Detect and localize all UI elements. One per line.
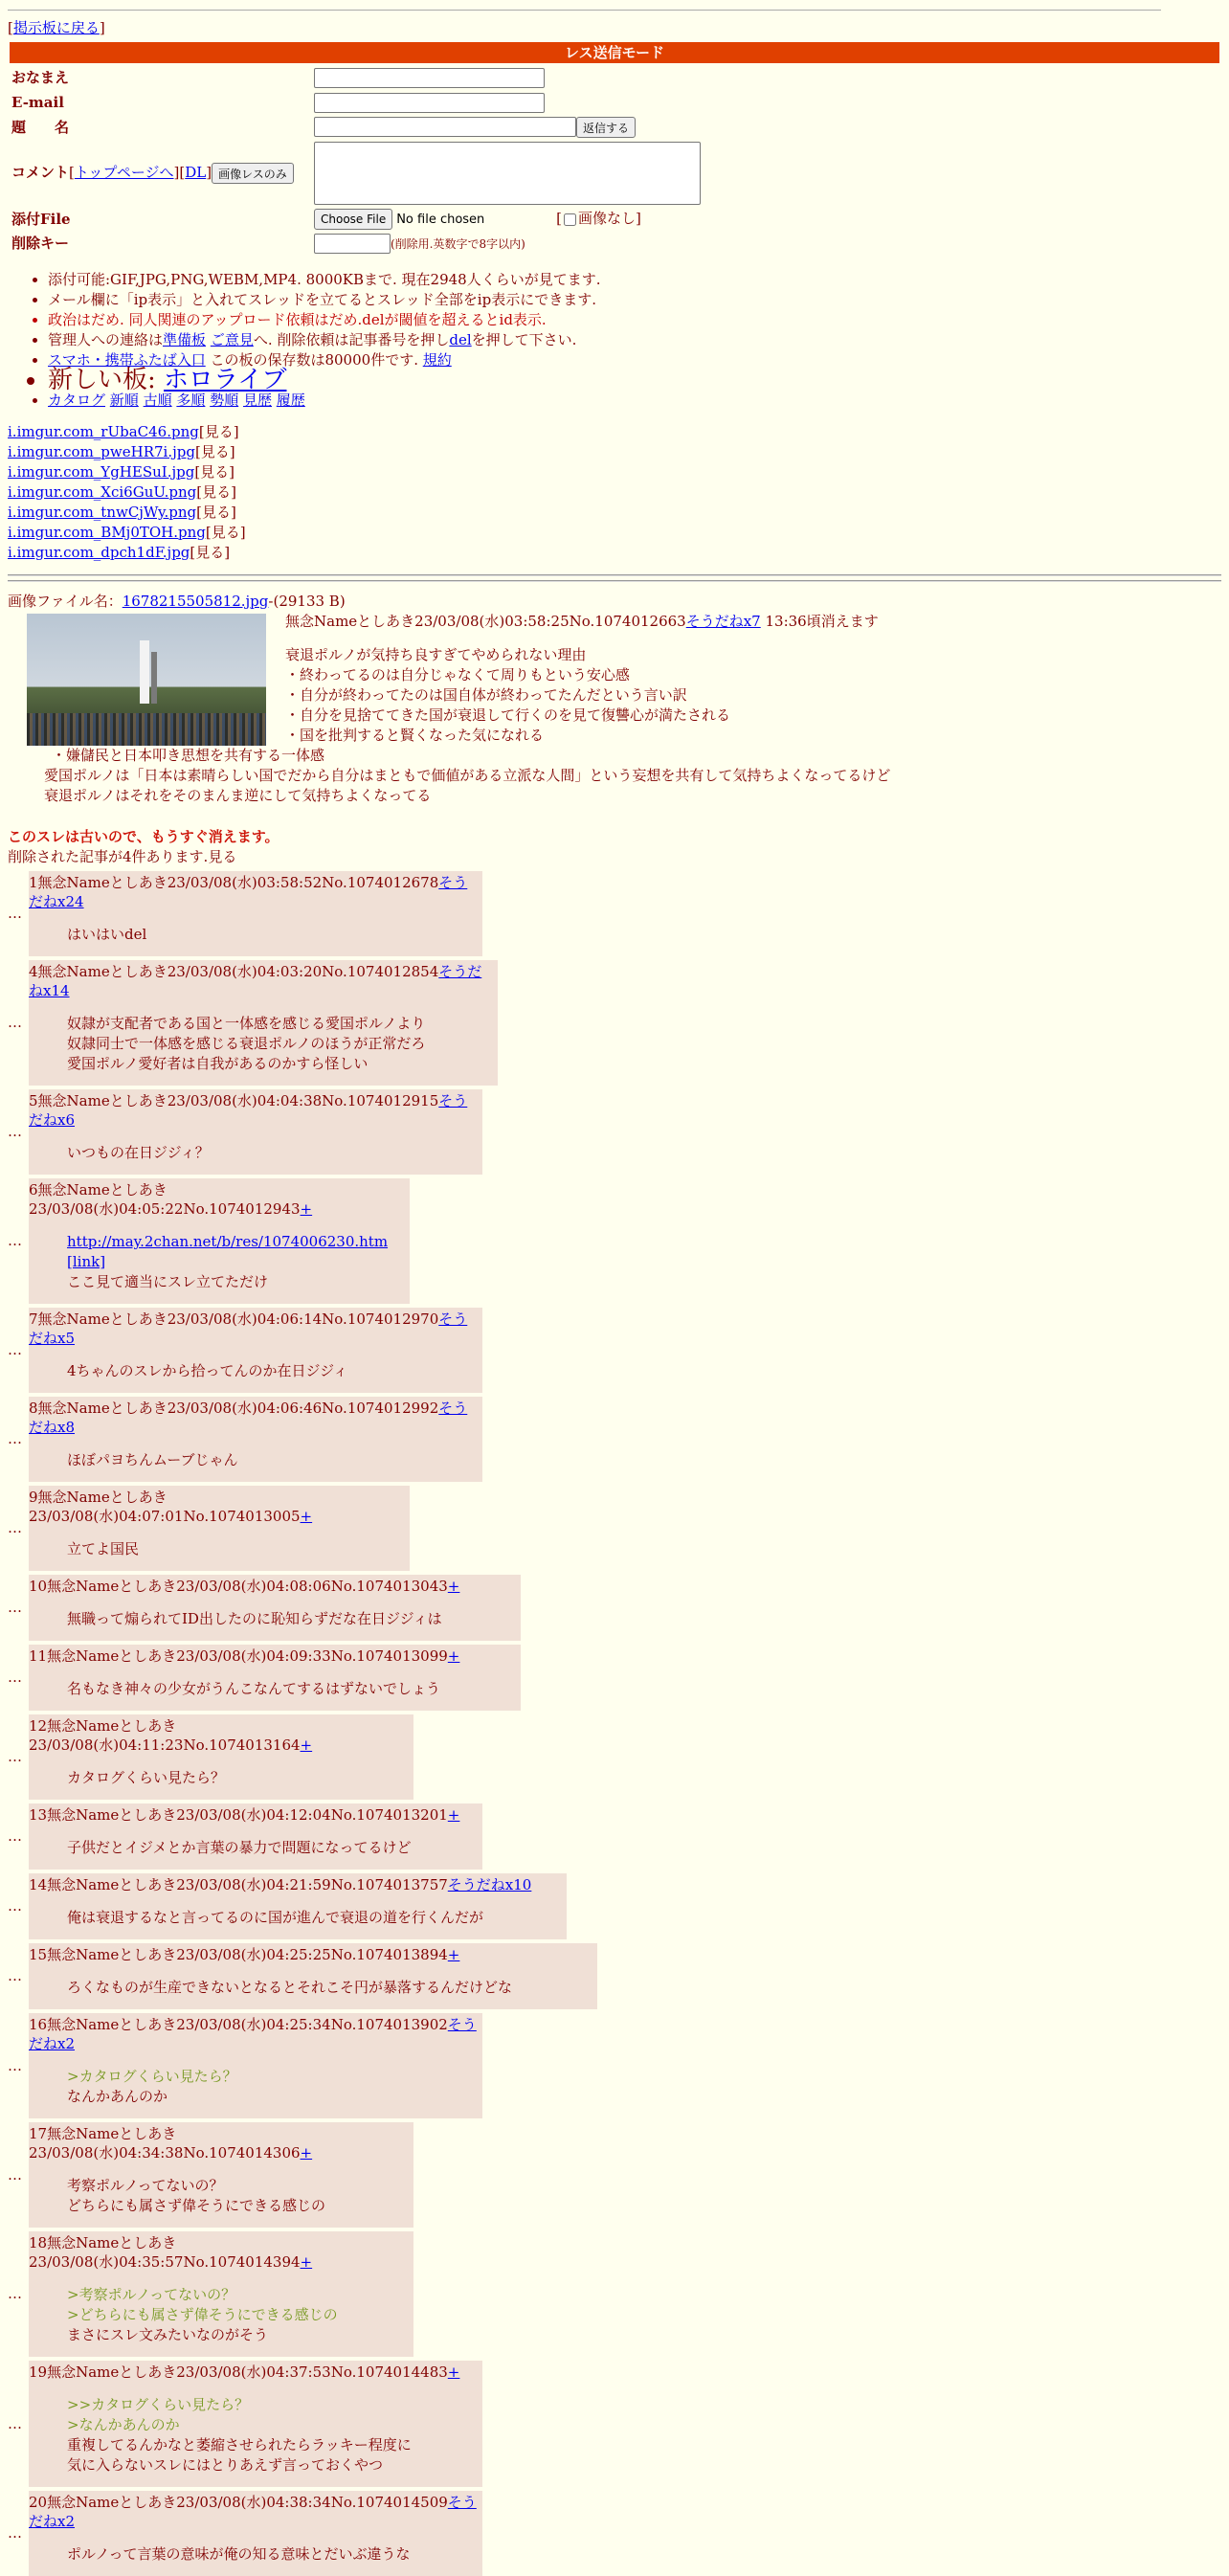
reply-line: どちらにも属さず偉そうにできる感じの [67,2197,326,2214]
reply-post [29,1575,521,1641]
reply-row [8,1397,1221,1482]
dl-link[interactable]: DL [185,164,207,181]
reply-row [8,1803,1221,1870]
reply-header-text: 13無念Nameとしあき23/03/08(水)04:12:04No.1074013201 [29,1806,448,1824]
image-link-item: i.imgur.com_Xci6GuU.png[見る] [8,483,236,501]
image-link-item: i.imgur.com_YgHESuI.jpg[見る] [8,463,235,481]
sodane-link[interactable]: + [447,1946,460,1963]
image-link[interactable]: i.imgur.com_dpch1dF.jpg [8,544,190,561]
reply-dots: … [8,2285,22,2302]
reply-header [29,2493,477,2531]
reply-dots: … [8,1430,22,1447]
image-link[interactable]: i.imgur.com_tnwCjWy.png [8,504,197,521]
op-line: 衰退ポルノはそれをそのまんま逆にして気持ちよくなってる [44,787,432,804]
reply-row [8,1575,1221,1641]
reply-header-text: 15無念Nameとしあき23/03/08(水)04:25:25No.1074013894 [29,1946,448,1963]
reply-header-text: 5無念Nameとしあき23/03/08(水)04:04:38No.1074012915 [29,1092,439,1109]
reply-dots: … [8,1014,22,1031]
reply-header [29,1180,404,1219]
reply-header [29,1310,477,1348]
reply-header-text: 1無念Nameとしあき23/03/08(水)03:58:52No.1074012678 [29,874,439,891]
note-catalog-links [48,391,1221,411]
reply-dots: … [8,2414,22,2432]
reply-header [29,1646,515,1666]
reply-row [8,2361,1221,2487]
reply-header [29,1716,408,1755]
reply-body [67,1838,477,1858]
note-contact: • 管理人への連絡は準備板 ご意見へ. 削除依頼は記事番号を押しdelを押して下さい. [48,330,1221,350]
comment-textarea[interactable] [314,142,701,205]
catalog-link[interactable]: カタログ [48,392,106,409]
sort-many-link[interactable]: 多順 [176,392,206,409]
divider [8,580,1221,582]
divider [8,574,1221,576]
reply-row [8,1308,1221,1393]
reply-header [29,962,492,1000]
reply-body [67,1768,408,1788]
reply-line: まさにスレ文みたいなのがそう [67,2326,269,2343]
reply-post [29,1178,410,1304]
reply-post [29,1089,482,1175]
note-upload-limits: • 添付可能:GIF,JPG,PNG,WEBM,MP4. 8000KBまで. 現在2948人くらいが見てます. [48,270,1221,290]
image-only-button[interactable]: 画像レスのみ [212,163,294,184]
reply-line: 奴隷同士で一体感を感じる衰退ポルノのほうが正常だろ [67,1035,426,1052]
sodane-link[interactable]: そうだねx24 [29,874,468,910]
note-ip-display: • メール欄に「ip表示」と入れてスレッドを立てるとスレッド全部をip表示にできます. [48,290,1221,310]
sort-old-link[interactable]: 古順 [143,392,172,409]
reply-body [67,1232,404,1292]
reply-header [29,1577,515,1596]
delkey-hint: (削除用.英数字で8字以内) [391,236,525,251]
reply-body [67,1978,592,1998]
email-label: E-mail [11,93,64,111]
sodane-link[interactable]: そうだねx5 [29,1310,468,1347]
reply-header-text: 12無念Nameとしあき23/03/08(水)04:11:23No.1074013164 [29,1717,301,1754]
image-link[interactable]: i.imgur.com_rUbaC46.png [8,423,199,440]
reply-dots: … [8,1599,22,1616]
reply-quote-line: >考察ポルノってないの？ [67,2286,236,2303]
reply-header [29,1399,477,1437]
no-image-checkbox[interactable] [564,213,576,226]
deleted-view-link[interactable]: 見る [208,848,237,865]
reply-post [29,871,482,956]
reply-line: 立てよ国民 [67,1540,140,1557]
back-to-board-link[interactable]: 掲示板に戻る [12,19,100,36]
rocket-shape [140,640,149,704]
reply-row [8,2491,1221,2576]
image-link[interactable]: i.imgur.com_BMj0TOH.png [8,524,206,541]
reply-header-text: 18無念Nameとしあき23/03/08(水)04:35:57No.1074014394 [29,2234,301,2271]
reply-line: 重複してるんかなと萎縮させられたらラッキー程度に [67,2436,412,2453]
sodane-link[interactable]: そうだねx8 [29,1400,468,1436]
reply-post [29,1397,482,1482]
reply-body [67,2176,408,2216]
reply-dots: … [8,2056,22,2074]
reply-row [8,1943,1221,2009]
history-link[interactable]: 履歴 [276,392,305,409]
name-label: おなまえ [11,68,70,86]
reply-body [67,1539,404,1559]
reply-line: いつもの在日ジジィ？ [67,1144,210,1161]
reply-row [8,1486,1221,1571]
reply-header-text: 6無念Nameとしあき23/03/08(水)04:05:22No.1074012943 [29,1181,301,1218]
reply-line: 愛国ポルノ愛好者は自我があるのかすら怪しい [67,1055,369,1072]
reply-header [29,2124,408,2162]
tower-shape [151,652,157,704]
reply-post [29,1873,567,1939]
op-line: 愛国ポルノは「日本は素晴らしい国でだから自分はまともで価値がある立派な人間」という妄想を共有して気持ちよくなってるけど [44,767,891,784]
old-thread-warning: このスレは古いので、もうすぐ消えます。 [8,828,279,845]
reply-header-text: 7無念Nameとしあき23/03/08(水)04:06:14No.1074012970 [29,1310,439,1328]
delkey-input[interactable] [314,234,391,254]
reply-quote-line: >どちらにも属さず偉そうにできる感じの [67,2306,338,2323]
junbi-board-link[interactable]: 準備板 [163,331,207,348]
op-sodane-link[interactable]: そうだねx7 [685,613,761,630]
reply-line: はいはいdel [67,926,147,943]
reply-line: カタログくらい見たら？ [67,1769,226,1786]
reply-post [29,2491,482,2576]
op-line: ・終わってるのは自分じゃなくて周りもという安心感 [285,666,630,683]
note-new-board: • 新しい板: ホロライブ [48,370,1221,391]
name-input[interactable] [314,68,545,88]
sodane-link[interactable]: そうだねx6 [29,1092,468,1129]
reply-header-text: 14無念Nameとしあき23/03/08(水)04:21:59No.1074013757 [29,1876,448,1893]
sodane-link[interactable]: + [447,1578,460,1595]
reply-row [8,2231,1221,2357]
image-link-item: i.imgur.com_tnwCjWy.png[見る] [8,504,236,521]
sodane-link[interactable]: + [300,1200,313,1218]
crowd-shape [27,713,266,746]
reply-list [8,871,1221,2576]
image-link-item: i.imgur.com_dpch1dF.jpg[見る] [8,544,231,561]
subject-input[interactable] [314,117,576,137]
reply-line: 俺は衰退するなと言ってるのに国が進んで衰退の道を行くんだが [67,1909,484,1926]
reply-line: ここ見て適当にスレ立てただけ [67,1273,269,1290]
reply-line: 奴隷が支配者である国と一体感を感じる愛国ポルノより [67,1015,426,1032]
reply-dots: … [8,2524,22,2542]
reply-body [67,1143,477,1163]
reply-body [67,2067,477,2107]
reply-row [8,960,1221,1086]
reply-line: 無職って煽られてID出したのに恥知らずだな在日ジジィは [67,1610,442,1627]
reply-body [67,925,477,945]
sodane-link[interactable]: + [300,2253,313,2271]
op-thumbnail[interactable] [27,614,266,746]
image-link-item: i.imgur.com_BMj0TOH.png[見る] [8,524,246,541]
image-link[interactable]: i.imgur.com_Xci6GuU.png [8,483,197,501]
reply-line: なんかあんのか [67,2088,168,2105]
reply-body [67,1679,515,1699]
reply-header [29,2233,408,2272]
reply-line: 子供だとイジメとか言葉の暴力で問題になってるけど [67,1839,412,1856]
board-notes [8,270,1221,411]
reply-post [29,1486,410,1571]
reply-body [67,1361,477,1381]
image-link[interactable]: i.imgur.com_pweHR7i.jpg [8,443,195,460]
reply-post [29,1714,413,1800]
reply-row [8,1714,1221,1800]
sodane-link[interactable]: そうだねx10 [447,1876,532,1893]
op-line: 衰退ポルノが気持ち良すぎてやめられない理由 [285,646,587,663]
file-label: 添付File [11,210,71,228]
reply-row [8,2013,1221,2118]
sodane-link[interactable]: + [447,1647,460,1665]
no-image-label: 画像なし [577,210,636,227]
image-link-item: i.imgur.com_rUbaC46.png[見る] [8,423,239,440]
reply-dots: … [8,1748,22,1765]
reply-body [67,2544,477,2565]
reply-post [29,2361,482,2487]
reply-post [29,1803,482,1870]
opinion-link[interactable]: ご意見 [210,331,254,348]
reply-post [29,1308,482,1393]
sodane-link[interactable]: + [300,2144,313,2162]
reply-row [8,2122,1221,2228]
comment-label-cell: コメント[トップページへ][DL] 画像レスのみ [10,140,312,207]
top-divider [8,10,1161,11]
reply-header [29,2363,477,2382]
deleted-notice: 削除された記事が4件あります.見る [8,848,237,865]
image-links-list [8,422,1221,563]
reply-dots: … [8,1897,22,1915]
reply-quote-line: >カタログくらい見たら？ [67,2068,237,2085]
rules-link[interactable]: 規約 [422,351,452,369]
reply-header-text: 16無念Nameとしあき23/03/08(水)04:25:34No.1074013902 [29,2016,448,2033]
top-page-link[interactable]: トップページへ [74,164,174,181]
reply-dots: … [8,1123,22,1140]
mobile-entry-link[interactable]: スマホ・携帯ふたば入口 [48,351,206,369]
back-nav: [掲示板に戻る] [8,19,105,36]
op-file-info: 画像ファイル名：1678215505812.jpg-(29133 B) [8,593,346,610]
reply-line: 考察ポルノってないの？ [67,2177,224,2194]
note-rules: • 政治はだめ. 同人関連のアップロード依頼はだめ.delが閾値を超えるとid表示. [48,310,1221,330]
reply-body [67,2395,477,2475]
reply-post [29,1943,597,2009]
reply-quote-line: >>カタログくらい見たら？ [67,2396,250,2413]
no-file-text: No file chosen [396,213,485,227]
reply-line: ポルノって言葉の意味が俺の知る意味とだいぶ違うな [67,2545,411,2563]
reply-row [8,1873,1221,1939]
reply-body [67,1908,561,1928]
reply-header [29,873,477,911]
view-history-link[interactable]: 見歴 [242,392,272,409]
image-link-item: i.imgur.com_pweHR7i.jpg[見る] [8,443,235,460]
reply-body [67,1609,515,1629]
reply-line: 名もなき神々の少女がうんこなんてするはずないでしょう [67,1680,441,1697]
reply-post [29,2013,482,2118]
reply-mode-bar: レス送信モード [10,42,1219,63]
reply-dots: … [8,1669,22,1686]
sodane-link[interactable]: + [300,1508,313,1525]
comment-label: コメント [11,164,70,181]
reply-line: 4ちゃんのスレから拾ってんのか在日ジジィ [67,1362,348,1379]
op-line: ・自分を見捨ててきた国が衰退して行くのを見て復讐心が満たされる [285,706,731,724]
reply-quote-line: >なんかあんのか [67,2416,180,2433]
reply-line: ほぼパヨちんムーブじゃん [67,1451,238,1468]
reply-dots: … [8,1967,22,1984]
reply-header-text: 11無念Nameとしあき23/03/08(水)04:09:33No.1074013099 [29,1647,448,1665]
sodane-link[interactable]: + [447,2363,460,2381]
reply-header [29,2015,477,2053]
reply-form: おなまえ E-mail 題 名 返信する コメント[トップページへ][DL] 画像レスのみ 添付File Choose File No file chosen [ 画像なし] 削除キー (削除用.英数字で8字以内) [10,65,703,255]
reply-post [29,2122,413,2228]
reply-line: ろくなものが生産できないとなるとそれこそ円が暴落するんだけどな [67,1979,513,1996]
email-input[interactable] [314,93,545,113]
reply-line: 気に入らないスレにはとりあえず言っておくやつ [67,2456,384,2474]
op-line: ・嫌儲民と日本叩き思想を共有する一体感 [52,747,325,764]
reply-header-text: 20無念Nameとしあき23/03/08(水)04:38:34No.1074014509 [29,2494,448,2511]
op-header: 無念Nameとしあき23/03/08(水)03:58:25No.1074012663そうだねx7 13:36頃消えます [285,613,879,630]
note-mobile: • スマホ・携帯ふたば入口 この板の保存数は80000件です. 規約 [48,350,1221,370]
reply-post [29,1645,521,1711]
op-line: ・国を批判すると賢くなった気になれる [285,727,545,744]
sort-momentum-link[interactable]: 勢順 [210,392,239,409]
sodane-link[interactable]: そうだねx2 [29,2494,477,2530]
reply-header-text: 4無念Nameとしあき23/03/08(水)04:03:20No.1074012854 [29,963,439,980]
reply-header [29,1875,561,1894]
op-line: ・自分が終わってたのは国自体が終わってたんだという言い訳 [285,686,687,704]
reply-body [67,1014,492,1074]
reply-header-text: 19無念Nameとしあき23/03/08(水)04:37:53No.1074014483 [29,2363,448,2381]
hololive-board-link[interactable]: ホロライブ [164,366,287,394]
submit-button[interactable]: 返信する [576,117,636,138]
reply-header-text: 10無念Nameとしあき23/03/08(水)04:08:06No.1074013043 [29,1578,448,1595]
reply-row [8,1178,1221,1304]
sodane-link[interactable]: + [447,1806,460,1824]
reply-dots: … [8,1232,22,1249]
reply-dots: … [8,1519,22,1536]
reply-body [67,2285,408,2345]
reply-post [29,2231,413,2357]
reply-post [29,960,498,1086]
reply-url-link[interactable]: http://may.2chan.net/b/res/1074006230.htm [link] [67,1233,389,1270]
reply-row [8,1645,1221,1711]
subject-label: 題 名 [11,118,70,136]
reply-row [8,1089,1221,1175]
reply-dots: … [8,2165,22,2184]
sort-new-link[interactable]: 新順 [109,392,139,409]
delkey-label: 削除キー [11,234,70,252]
reply-dots: … [8,1341,22,1358]
sodane-link[interactable]: そうだねx2 [29,2016,477,2052]
reply-header [29,1945,592,1964]
reply-header [29,1488,404,1526]
image-link[interactable]: i.imgur.com_YgHESuI.jpg [8,463,195,481]
reply-header-text: 9無念Nameとしあき23/03/08(水)04:07:01No.1074013005 [29,1489,301,1525]
reply-row [8,871,1221,956]
reply-header [29,1091,477,1130]
sodane-link[interactable]: そうだねx14 [29,963,482,999]
reply-header-text: 8無念Nameとしあき23/03/08(水)04:06:46No.1074012992 [29,1400,439,1417]
op-file-link[interactable]: 1678215505812.jpg [122,593,269,610]
reply-header-text: 17無念Nameとしあき23/03/08(水)04:34:38No.1074014306 [29,2125,301,2162]
op-post [8,592,1221,806]
reply-header [29,1805,477,1825]
reply-dots: … [8,1827,22,1845]
reply-body [67,1450,477,1470]
sodane-link[interactable]: + [300,1736,313,1754]
del-link[interactable]: del [449,331,472,348]
choose-file-button[interactable]: Choose File [314,209,392,230]
reply-dots: … [8,905,22,922]
